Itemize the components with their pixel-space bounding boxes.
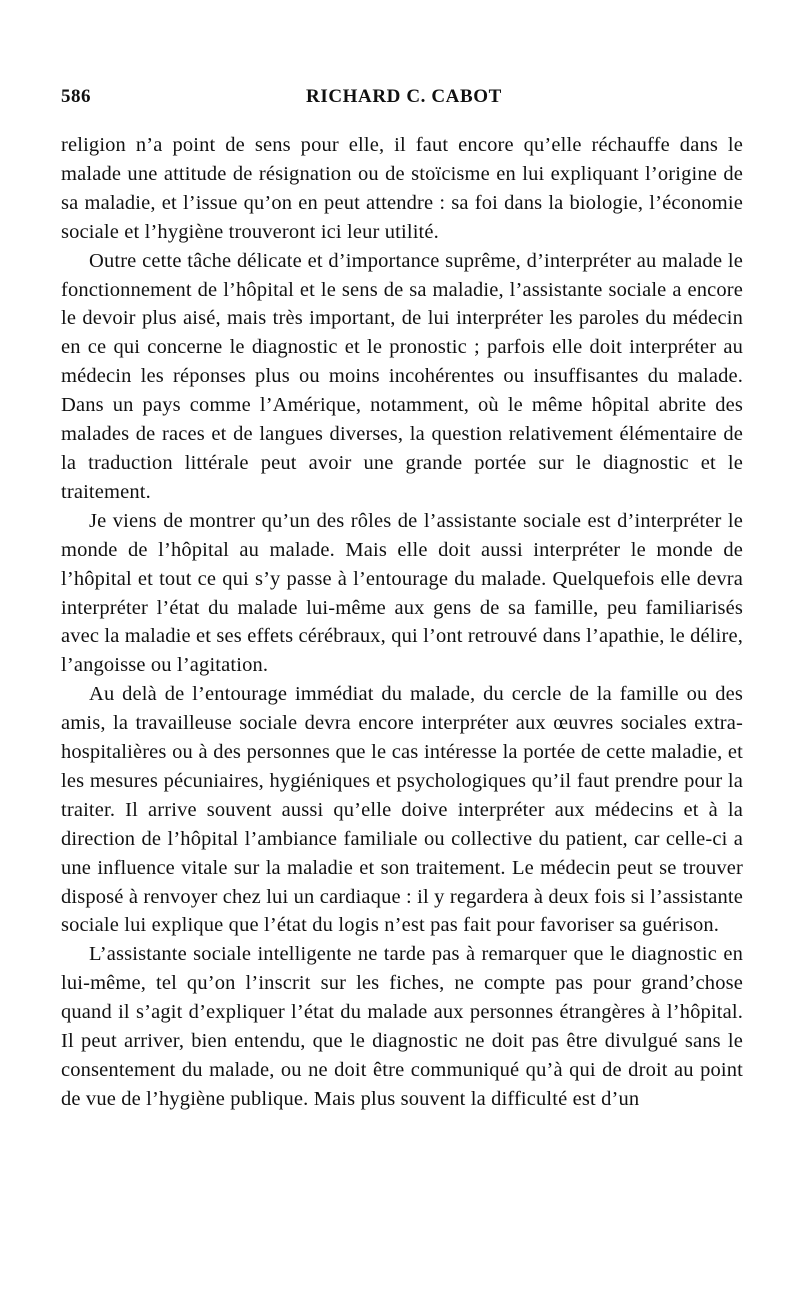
paragraph-continued: religion n’a point de sens pour elle, il faut encore qu’elle réchauffe dans le malade une attitude de résignation ou de stoïcisme en lui expliquant l’origine de sa maladie, et l’issue qu’on en peut attendre : sa foi dans la biologie, l’économie sociale et l’hygiène trouveront ici leur utilité. (61, 134, 743, 243)
running-head (61, 86, 743, 116)
page-number: 586 (61, 86, 91, 107)
body-text (61, 131, 743, 1114)
paragraph-family-circle: Au delà de l’entourage immédiat du malade, du cercle de la famille ou des amis, la travailleuse sociale devra encore interpréter aux œuvres sociales extra-hospitalières ou à des personnes que le cas intéresse la portée de cette maladie, et les mesures pécuniaires, hygiéniques et psychologiques qu’il faut prendre pour la traiter. Il arrive souvent aussi qu’elle doive interpréter aux médecins et à la direction de l’hôpital l’ambiance familiale ou collective du patient, car celle-ci a une influence vitale sur la maladie et son traitement. Le médecin peut se trouver disposé à renvoyer chez lui un cardiaque : il y regardera à deux fois si l’assistante sociale lui explique que l’état du logis n’est pas fait pour favoriser sa guérison. (61, 683, 743, 937)
running-title: RICHARD C. CABOT (306, 86, 502, 107)
paragraph-diagnostic: L’assistante sociale intelligente ne tarde pas à remarquer que le diagnostic en lui-même, tel qu’on l’inscrit sur les fiches, ne compte pas pour grand’chose quand il s’agit d’expliquer l’état du malade aux personnes étrangères à l’hôpital. Il peut arriver, bien entendu, que le diagnostic ne doit pas être divulgué sans le consentement du malade, ou ne doit être communiqué qu’à qui de droit au point de vue de l’hygiène publique. Mais plus souvent la difficulté est d’un (61, 943, 743, 1110)
paragraph-interpretation-role: Outre cette tâche délicate et d’importance suprême, d’interpréter au malade le fonctionnement de l’hôpital et le sens de sa maladie, l’assistante sociale a encore le devoir plus aisé, mais très important, de lui interpréter les paroles du médecin en ce qui concerne le diagnostic et le pronostic ; parfois elle doit interpréter au médecin les réponses plus ou moins incohérentes ou insuffisantes du malade. Dans un pays comme l’Amérique, notamment, où le même hôpital abrite des malades de races et de langues diverses, la question relativement élémentaire de la traduction littérale peut avoir une grande portée sur le diagnostic et le traitement. (61, 249, 743, 503)
paragraph-hospital-world: Je viens de montrer qu’un des rôles de l’assistante sociale est d’interpréter le monde de l’hôpital au malade. Mais elle doit aussi interpréter le monde de l’hôpital et tout ce qui s’y passe à l’entourage du malade. Quelquefois elle devra interpréter l’état du malade lui-même aux gens de sa famille, peu familiarisés avec la maladie et ses effets cérébraux, qui l’ont retrouvé dans l’apathie, le délire, l’angoisse ou l’agitation. (61, 509, 743, 677)
